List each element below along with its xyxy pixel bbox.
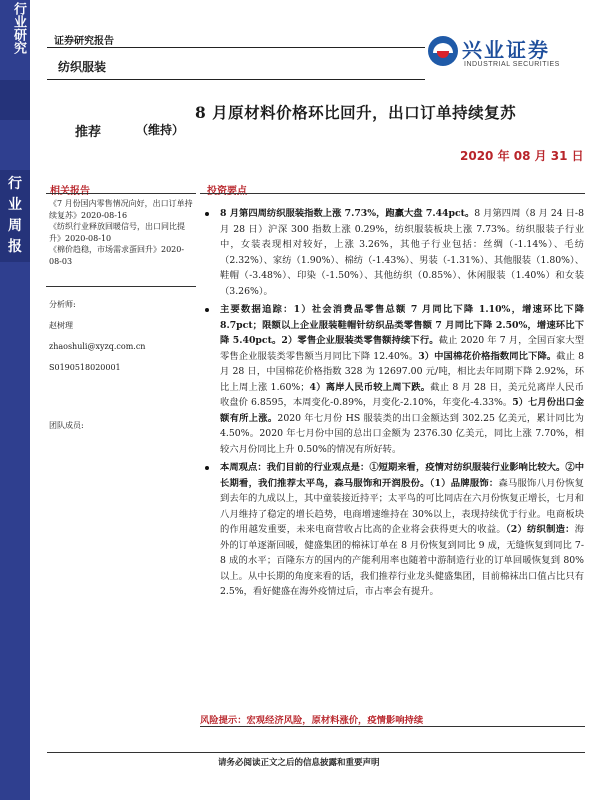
para-bold-text: 5）七月份出口金额有所上涨。 — [220, 397, 584, 424]
left-divider — [46, 286, 196, 287]
left-divider — [46, 193, 196, 194]
para-bold-text: 3）中国棉花价格指数同比下降。 — [418, 350, 557, 362]
disclaimer-footer: 请务必阅读正文之后的信息披露和重要声明 — [218, 758, 380, 768]
related-report-link[interactable]: 《7 月份国内零售情况向好，出口订单持续复苏》2020-08-16 — [49, 199, 193, 220]
analyst-label: 分析师: — [49, 300, 76, 309]
related-reports-list — [49, 198, 195, 267]
related-reports-title: 相关报告 — [50, 186, 90, 197]
para-text: 截止 8 月 28 日，中国棉花价格指数 328 为 12697.00 元/吨，相比去年同期下降 2.92%，环比上周上涨 1.60%； — [220, 350, 584, 393]
para-bold-text: （2）纺织制造： — [505, 524, 575, 535]
footer-divider — [47, 752, 585, 753]
report-date: 2020 年 08 月 31 日 — [460, 149, 584, 163]
para-bold-text: 8 月第四周纺织服装指数上涨 7.73%，跑赢大盘 7.44pct。 — [220, 208, 475, 219]
team-label: 团队成员: — [49, 421, 84, 430]
sidebar-char: 业 — [8, 197, 22, 213]
para-text: 8 月第四周（8 月 24 日-8 月 28 日）沪深 300 指数上涨 0.29%，纺织服装板块上涨 7.73%。纺织服装子行业中，女装表现相对较好，上涨 3.26%，其他子行业包括：丝绸（-1.14%）、毛纺（2.32%）、家纺（1.90%）、棉纺（-1.43%）、男装（-1.31%）、其他服装（1.80%）、鞋帽（-3.48%）、印染（-1.50%）、其他纺织（0.85%）、休闲服装（1.40%）和女装（3.26%）。 — [220, 208, 584, 297]
rating-value: 推荐 — [75, 125, 102, 140]
main-divider — [200, 726, 585, 727]
para-text: 截止 8 月 28 日，美元兑离岸人民币收盘价 6.8595，本周变化-0.89%，月变化-2.10%，年变化-4.33%。 — [220, 381, 584, 408]
company-logo — [428, 34, 588, 76]
main-divider — [200, 193, 585, 194]
related-report-link[interactable]: 《棉价趋稳，市场需求蛋回升》2020-08-03 — [49, 245, 185, 266]
risk-warning: 风险提示：宏观经济风险，原材料涨价，疫情影响持续 — [200, 715, 424, 726]
report-title: 8 月原材料价格环比回升，出口订单持续复苏 — [195, 103, 517, 122]
sidebar-char: 报 — [8, 239, 22, 255]
related-report-link[interactable]: 《纺织行业释放回暖信号，出口同比提升》2020-08-10 — [49, 222, 185, 243]
analyst-email[interactable]: zhaoshuli@xyzq.com.cn — [49, 342, 146, 351]
analyst-info — [49, 299, 145, 383]
para-text: 截止 2020 年 7 月，全国百家大型零售企业服装类零售额当月同比下降 12.40%。 — [220, 335, 584, 362]
paragraph-index-performance — [200, 206, 584, 299]
para-text: 森马服饰八月份恢复到去年的九成以上，其中童装接近持平；太平鸟的可比同店在六月份恢复正增长，七月和八月维持了稳定的增长趋势，电商增速维持在 30%以上，表现持续优于行业。电商板块的作用越发重要，未来电商营收占比高的企业将会获得更大的收益。 — [220, 477, 584, 535]
investment-highlights-title: 投资要点 — [207, 186, 247, 197]
logo-cn-text: 兴业证券 — [462, 38, 550, 62]
para-text: 2020 年七月份 HS 服装类的出口金额达到 302.25 亿美元，累计同比为 4.50%。2020 年七月份中国的总出口金额为 2376.30 亿美元，同比上涨 7.70%，相较六月份同比上升 0.50%的情况有所好转。 — [220, 412, 584, 455]
sidebar-top-label: 行业研究 — [11, 2, 26, 54]
header-divider — [47, 47, 425, 48]
para-bold-text: 1）社会消费品零售总额 7 月同比下降 1.10%，增速环比下降 8.7pct；限额以上企业服装鞋帽针纺织品类零售额 7 月同比下降 2.50%，增速环比下降 5.40pct。2）零售企业服装类零售额持续下行。 — [220, 304, 584, 346]
report-category-label: 证券研究报告 — [54, 36, 114, 47]
logo-mark-icon — [428, 36, 458, 66]
bullet-icon — [205, 308, 209, 312]
para-text: 海外的订单逐渐回暖，健盛集团的棉袜订单在 8 月份恢复到同比 9 成，无缝恢复到同比 7-8 成的水平；百隆东方的国内的产能利用率也随着中游制造行业的订单回暖恢复到 80%以上。从中长期的角度来看的话，我们推荐行业龙头健盛集团，目前棉袜出口值占比只有 2.5%，看好健盛在海外疫情过后，市占率会有提升。 — [220, 524, 584, 597]
para-bold-text: 主要数据追踪： — [220, 304, 294, 315]
paragraph-data-tracking — [200, 302, 584, 457]
analyst-id: S0190518020001 — [49, 363, 121, 372]
analyst-name: 赵树理 — [49, 321, 73, 330]
rating-note: （维持） — [136, 123, 185, 137]
paragraph-weekly-view — [200, 460, 584, 600]
logo-en-text: INDUSTRIAL SECURITIES — [464, 61, 560, 68]
sidebar-report-type — [0, 170, 30, 262]
sidebar-char: 周 — [8, 218, 22, 234]
bullet-icon — [205, 466, 209, 470]
para-bold-text: 4）离岸人民币较上周下跌。 — [309, 381, 431, 393]
sidebar-accent-bar — [0, 80, 30, 120]
sidebar-char: 行 — [8, 176, 22, 192]
left-sidebar — [0, 0, 30, 800]
report-body — [200, 206, 584, 603]
para-bold-text: 本周观点：我们目前的行业观点是：①短期来看，疫情对纺织服装行业影响比较大。②中长期看，我们推荐太平鸟，森马服饰和开润股份。（1）品牌服饰： — [220, 462, 584, 489]
bullet-icon — [205, 212, 209, 216]
header-divider — [47, 79, 425, 80]
sector-name: 纺织服装 — [58, 60, 107, 74]
